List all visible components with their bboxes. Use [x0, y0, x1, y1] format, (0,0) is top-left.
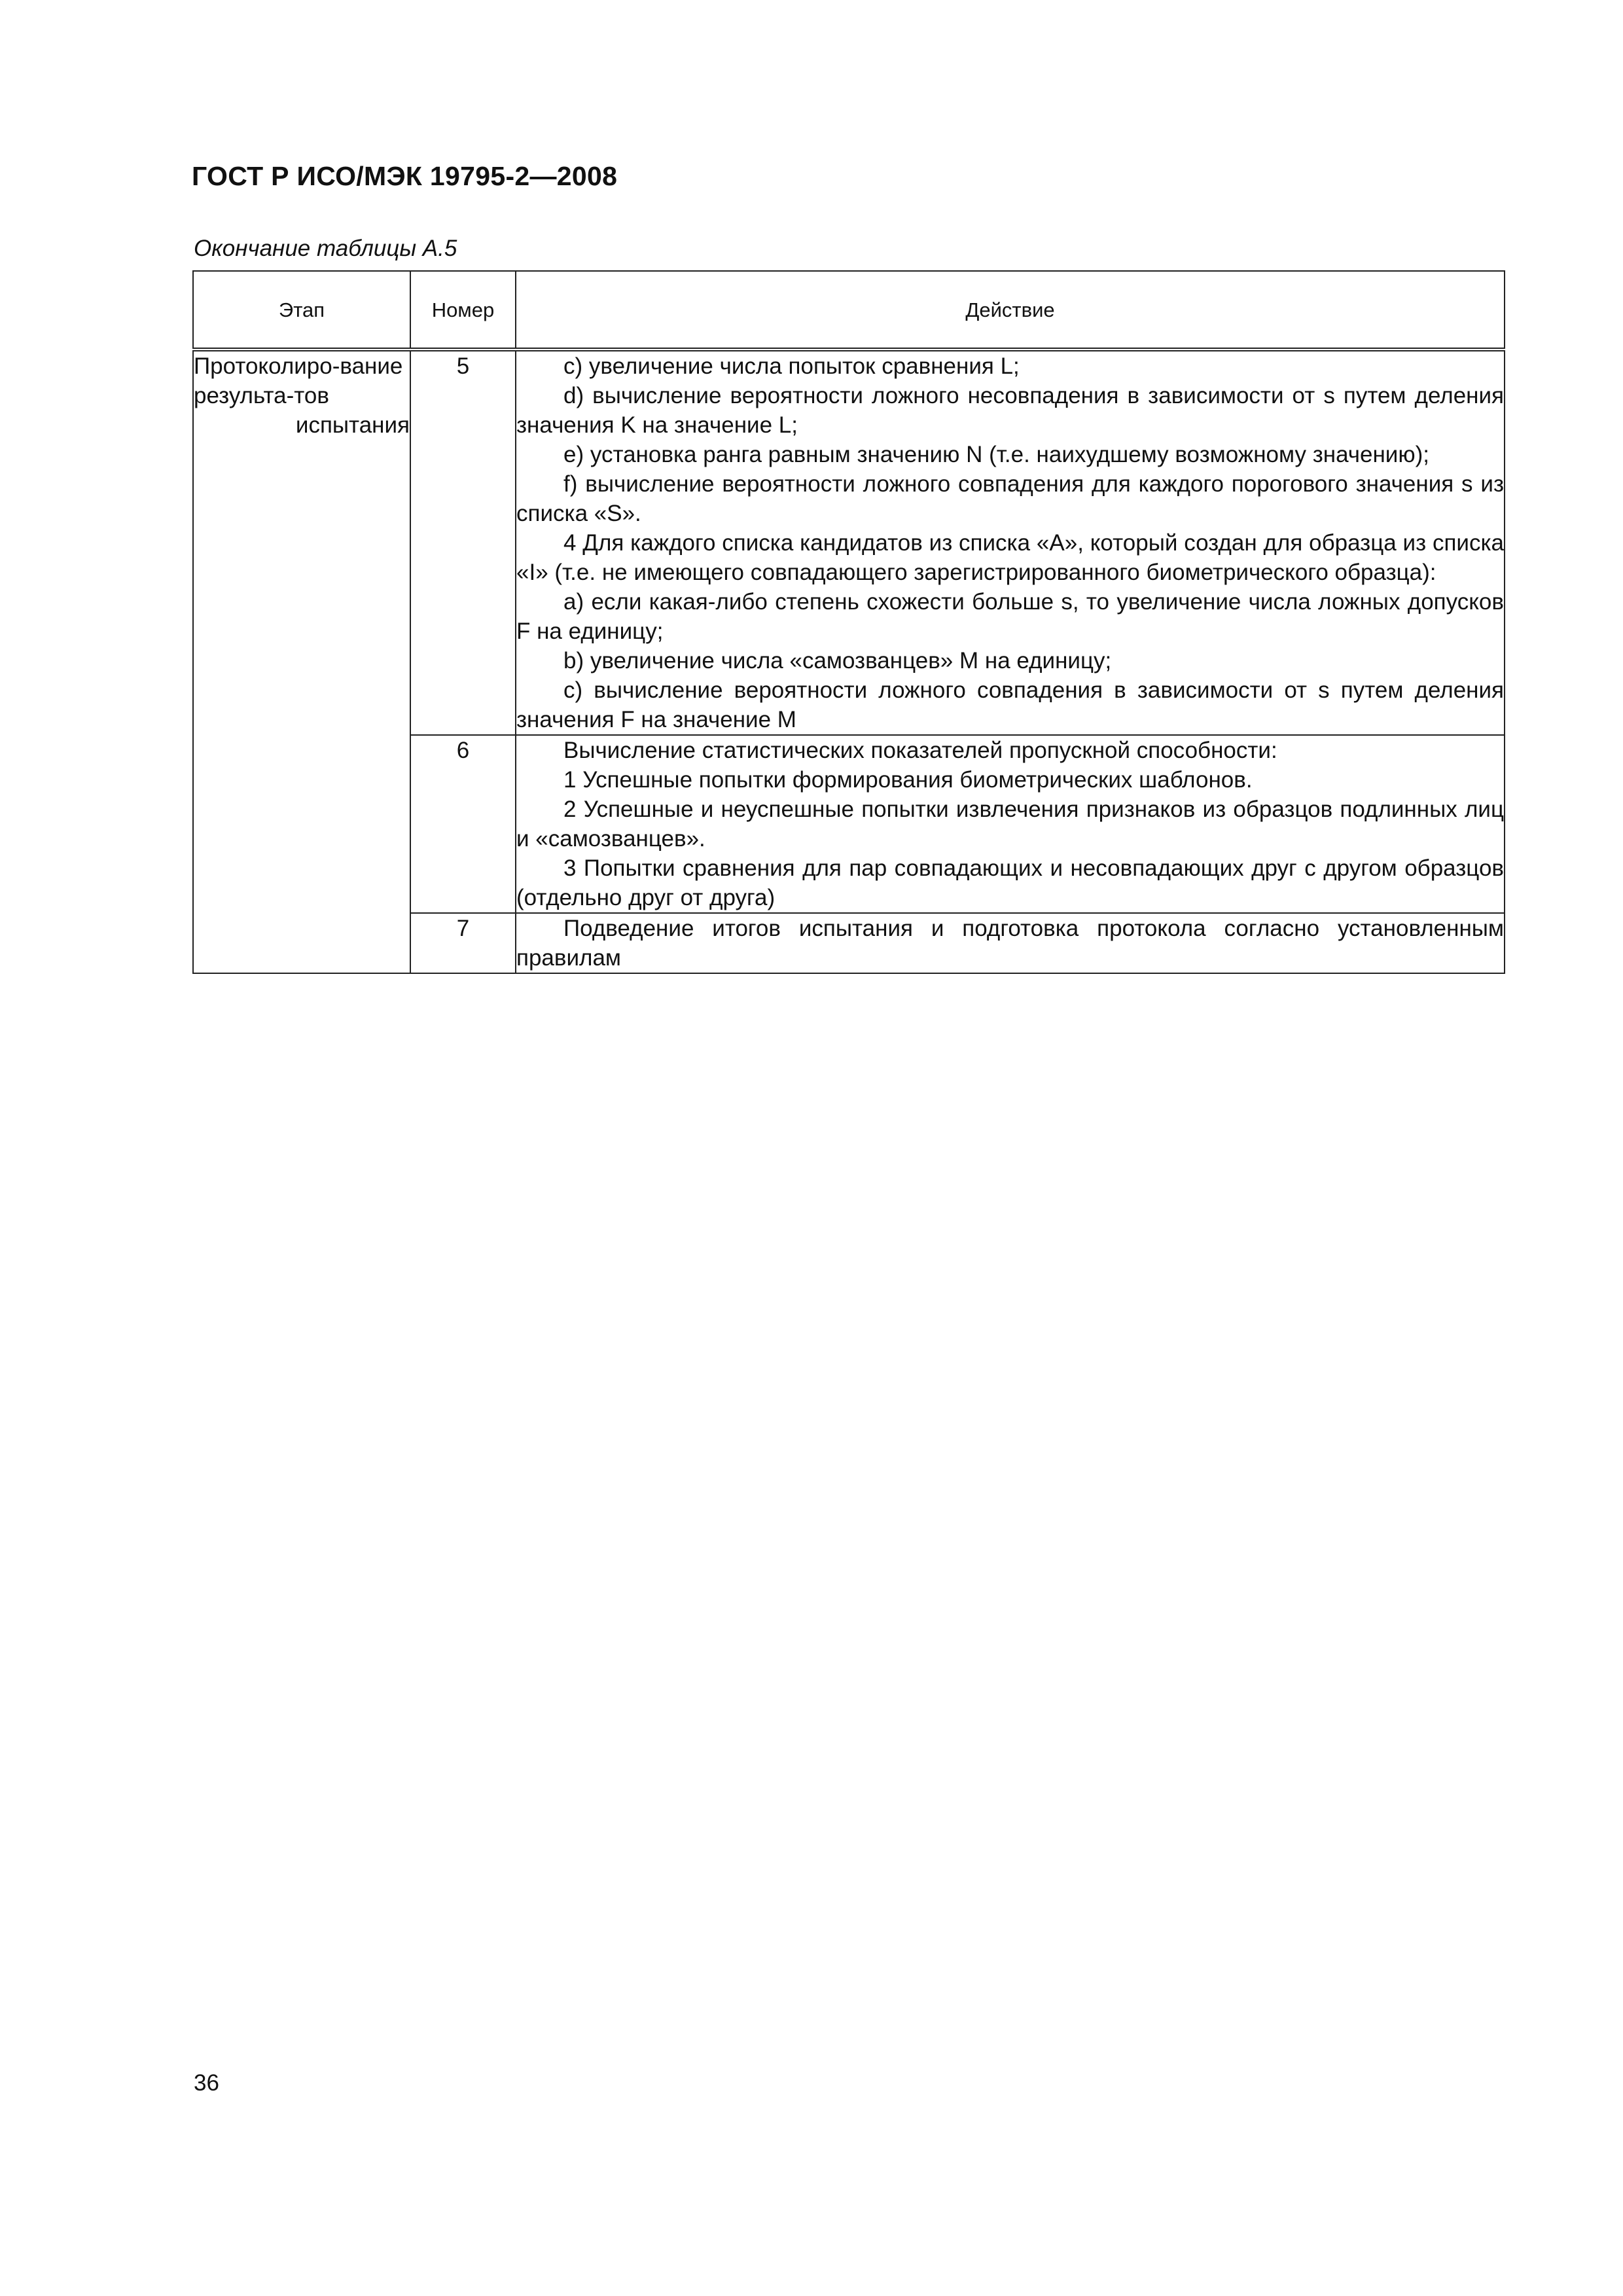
action-cell: [516, 735, 1505, 913]
table-caption: Окончание таблицы А.5: [194, 236, 457, 261]
column-header-stage: Этап: [193, 271, 410, 350]
number-cell: 7: [410, 913, 516, 973]
action-paragraph: c) вычисление вероятности ложного совпадения в зависимости от s путем деления значения F на значение M: [516, 677, 1504, 732]
table-header-row: [193, 271, 1505, 350]
action-paragraph: b) увеличение числа «самозванцев» M на единицу;: [563, 648, 1112, 673]
action-cell: [516, 913, 1505, 973]
action-paragraph: Вычисление статистических показателей пропускной способности:: [563, 738, 1277, 763]
action-paragraph: f) вычисление вероятности ложного совпадения для каждого порогового значения s из списка «S».: [516, 471, 1504, 526]
column-header-action: Действие: [516, 271, 1505, 350]
page-number: 36: [194, 2070, 219, 2096]
stage-cell: Протоколиро-вание результа-тов испытания: [193, 350, 410, 973]
action-cell: [516, 350, 1505, 735]
action-paragraph: 3 Попытки сравнения для пар совпадающих и несовпадающих друг с другом образцов (отдельно друг от друга): [516, 855, 1504, 910]
action-paragraph: 4 Для каждого списка кандидатов из списка «А», который создан для образца из списка «I» (т.е. не имеющего совпадающего зарегистрированного биометрического образца):: [516, 530, 1504, 585]
number-cell: 6: [410, 735, 516, 913]
data-table: [192, 270, 1505, 974]
action-paragraph: a) если какая-либо степень схожести больше s, то увеличение числа ложных допусков F на единицу;: [516, 589, 1504, 644]
table-row: [193, 350, 1505, 735]
action-paragraph: 2 Успешные и неуспешные попытки извлечения признаков из образцов подлинных лиц и «самозванцев».: [516, 797, 1504, 852]
document-header: ГОСТ Р ИСО/МЭК 19795-2—2008: [192, 161, 618, 191]
action-paragraph: e) установка ранга равным значению N (т.е. наихудшему возможному значению);: [563, 442, 1429, 467]
action-paragraph: Подведение итогов испытания и подготовка протокола согласно установленным правилам: [516, 916, 1504, 971]
number-cell: 5: [410, 350, 516, 735]
action-paragraph: 1 Успешные попытки формирования биометрических шаблонов.: [563, 767, 1253, 793]
action-paragraph: d) вычисление вероятности ложного несовпадения в зависимости от s путем деления значения K на значение L;: [516, 383, 1504, 438]
action-paragraph: c) увеличение числа попыток сравнения L;: [563, 353, 1020, 379]
column-header-number: Номер: [410, 271, 516, 350]
